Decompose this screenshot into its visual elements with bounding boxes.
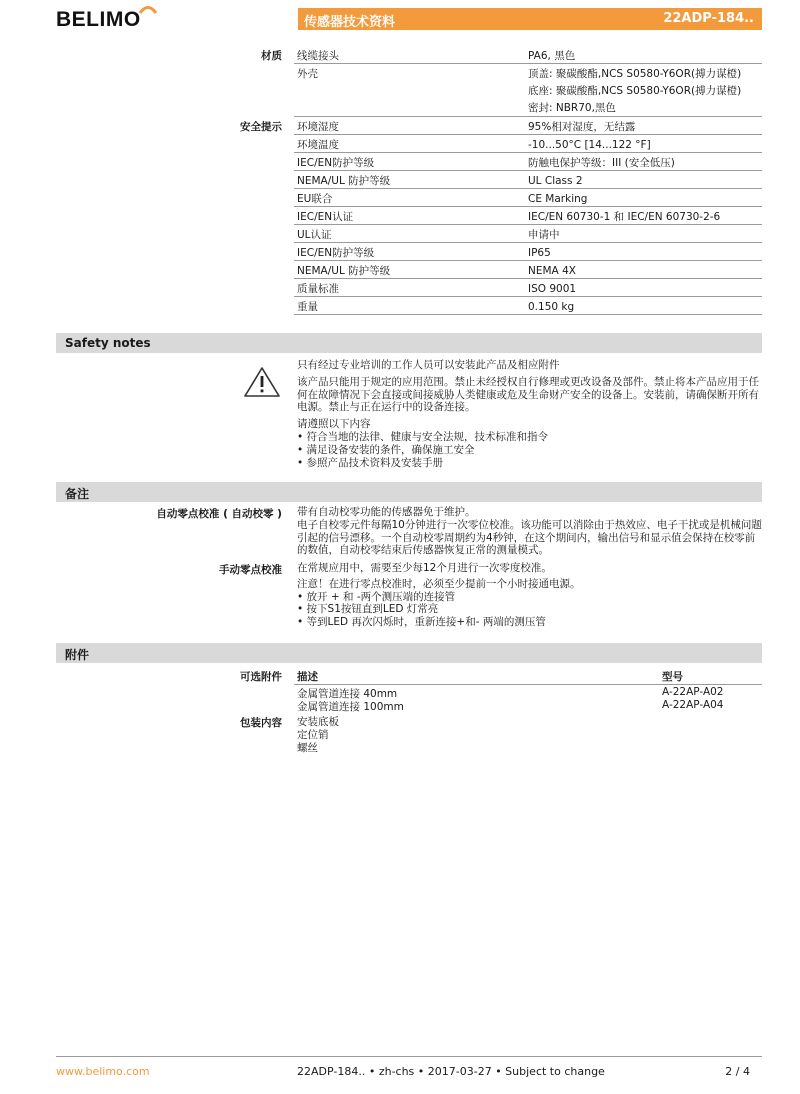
auto-zero-p2: 电子自校零元件每隔10分钟进行一次零位校准。该功能可以消除由于热效应、电子干扰或是机械问题引起的信号漂移。一个自动校零周期约为4秒钟，在这个期间内，输出信号和显示值会保持在校零前的数值，自动校零结束后传感器恢复正常的测量模式。 [297,518,762,557]
accessory-descriptions [297,688,404,714]
safety-p2: 该产品只能用于规定的应用范围。禁止未经授权自行修理或更改设备及部件。禁止将本产品应用于任何在故障情况下会直接或间接威胁人类健康或危及生命财产安全的设备上。安装前，请确保断开所有电源。禁止与正在运行中的设备连接。 [297,375,759,414]
auto-zero-text [297,506,763,557]
col-model: 型号 [662,671,683,683]
spec-value-line: NEMA 4X [528,265,576,277]
spec-row [0,64,800,117]
spec-label: 环境湿度 [297,121,339,133]
footer-info: 22ADP-184.. • zh-chs • 2017-03-27 • Subject to change [297,1065,605,1078]
brand-name: BELIMO [56,8,141,31]
spec-value-line: 95%相对湿度，无结露 [528,121,636,133]
spec-value-line: 底座: 聚碳酸酯,NCS S0580-Y6OR(搏力谋橙) [528,85,742,97]
spec-label: 外壳 [297,68,318,80]
manual-zero-label: 手动零点校准 [219,564,282,576]
manual-step: • 放开 + 和 -两个测压端的连接管 [297,590,456,603]
spec-value-line: CE Marking [528,193,588,205]
doc-title: 传感器技术资料 [304,15,396,30]
spec-value-line: -10...50°C [14...122 °F] [528,139,651,151]
footer-url-link[interactable]: www.belimo.com [56,1065,150,1078]
spec-table [0,46,800,315]
spec-label: IEC/EN认证 [297,211,354,223]
safety-p3-title: 请遵照以下内容 [297,418,371,431]
page-number: 2 / 4 [725,1065,750,1078]
warning-icon [243,366,281,398]
safety-bullet: • 满足设备安装的条件，确保施工安全 [297,443,475,456]
safety-bullet: • 参照产品技术资料及安装手册 [297,456,444,469]
section-title: 备注 [65,487,90,501]
spec-label: 线缆接头 [297,50,339,62]
package-contents [297,716,339,754]
spec-value-line: IP65 [528,247,551,259]
spec-value-line: 防触电保护等级：III (安全低压) [528,157,675,169]
spec-value-line: 0.150 kg [528,301,575,313]
auto-zero-p1: 带有自动校零功能的传感器免于维护。 [297,506,476,518]
package-item: 定位销 [297,728,329,741]
accessory-model: A-22AP-A02 [662,686,724,698]
spec-row [0,117,800,135]
manual-zero-p1: 在常规应用中，需要至少每12个月进行一次零度校准。 [297,562,552,574]
header-bar [298,8,762,30]
section-notes [56,482,762,502]
safety-p1: 只有经过专业培训的工作人员可以安装此产品及相应附件 [297,359,560,371]
optional-accessories-label: 可选附件 [240,671,282,683]
spec-value [528,66,741,117]
spec-value-line: PA6, 黑色 [528,50,576,62]
brand-logo [56,8,141,32]
accessory-model: A-22AP-A04 [662,698,724,711]
manual-zero-text [297,562,763,629]
spec-row [0,279,800,297]
spec-value-line: UL Class 2 [528,175,583,187]
product-code: 22ADP-184.. [663,11,754,26]
spec-label: UL认证 [297,229,332,241]
accessory-models [662,686,724,712]
manual-step: • 等到LED 再次闪烁时，重新连接+和- 两端的测压管 [297,616,546,629]
spec-label: 环境温度 [297,139,339,151]
spec-value-line: 申请中 [528,229,560,241]
spec-category: 材质 [261,50,282,62]
spec-row [0,46,800,64]
auto-zero-label: 自动零点校准 ( 自动校零 ) [156,508,282,520]
spec-row [0,135,800,153]
spec-value-line: ISO 9001 [528,283,577,295]
spec-row [0,297,800,315]
spec-row [0,243,800,261]
safety-text [297,359,763,469]
spec-label: EU联合 [297,193,333,205]
spec-value-line: IEC/EN 60730-1 和 IEC/EN 60730-2-6 [528,211,721,223]
accessories-header [294,667,762,685]
package-item: 螺丝 [297,741,318,754]
spec-label: 质量标准 [297,283,339,295]
accessory-desc: 金属管道连接 40mm [297,688,398,700]
spec-row [0,153,800,171]
safety-bullet: • 符合当地的法律、健康与安全法规，技术标准和指令 [297,430,549,443]
spec-row [0,207,800,225]
manual-zero-p2: 注意！在进行零点校准时，必须至少提前一个小时接通电源。 [297,577,581,590]
spec-label: IEC/EN防护等级 [297,157,375,169]
spec-value-line: 顶盖: 聚碳酸酯,NCS S0580-Y6OR(搏力谋橙) [528,68,742,80]
spec-label: 重量 [297,301,318,313]
spec-row [0,171,800,189]
logo-arc-icon [138,4,158,14]
manual-step: • 按下S1按钮直到LED 灯常亮 [297,603,439,616]
package-item: 安装底板 [297,716,339,728]
col-description: 描述 [297,671,318,683]
spec-row [0,225,800,243]
section-title: 附件 [65,648,90,662]
row-divider [294,314,762,315]
spec-row [0,261,800,279]
section-safety-notes [56,333,762,353]
section-title: Safety notes [65,336,151,350]
footer-divider [56,1056,762,1057]
accessory-desc: 金属管道连接 100mm [297,700,404,713]
spec-value-line: 密封: NBR70,黑色 [528,102,616,114]
spec-label: NEMA/UL 防护等级 [297,265,391,277]
spec-label: IEC/EN防护等级 [297,247,375,259]
spec-label: NEMA/UL 防护等级 [297,175,391,187]
spec-category: 安全提示 [240,121,282,133]
section-accessories [56,643,762,663]
spec-row [0,189,800,207]
package-contents-label: 包装内容 [240,717,282,729]
